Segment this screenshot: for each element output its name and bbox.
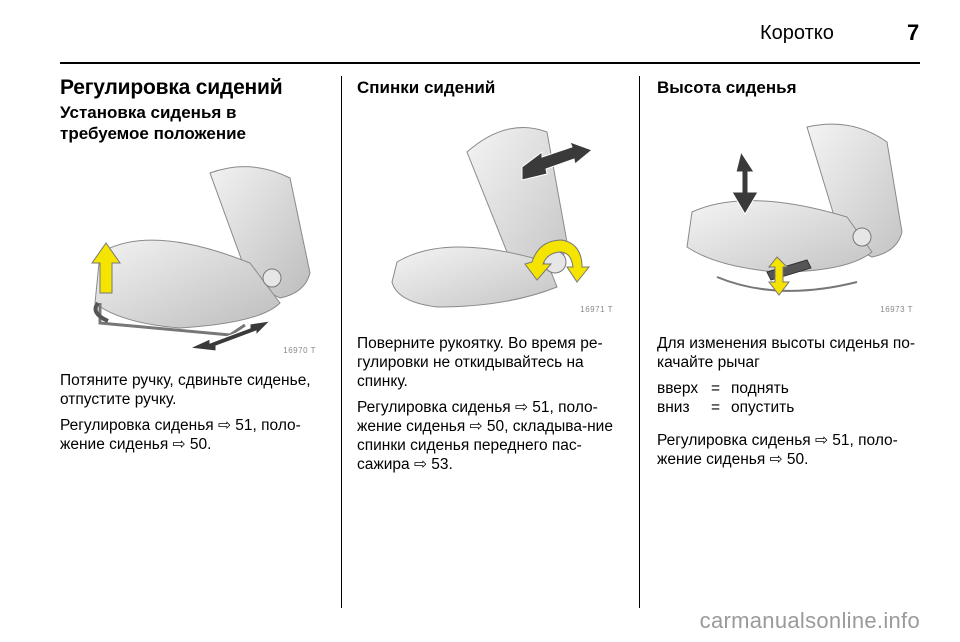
seat-height-figure: [657, 112, 919, 318]
column-seat-height: [657, 76, 927, 476]
page-ref-arrow-icon: ⇨: [217, 417, 231, 434]
column-divider: [341, 76, 342, 608]
section-subheading: Установка сиденья в требуемое положение: [60, 103, 247, 143]
backrest-figure: [357, 112, 619, 318]
seat-slide-illustration: [60, 153, 322, 359]
seat-slide-figure: [60, 153, 322, 359]
definition-row: вверх = поднять: [657, 380, 789, 397]
header-rule: [60, 62, 920, 64]
page-ref-arrow-icon: ⇨: [469, 418, 483, 435]
figure-id: 16973 T: [880, 305, 913, 314]
section-subheading: Высота сиденья: [657, 78, 797, 97]
reference-text: Регулировка сиденья ⇨ 51, поло-жение сиденья ⇨ 50.: [60, 417, 301, 453]
reference-text: Регулировка сиденья ⇨ 51, поло-жение сиденья ⇨ 50.: [657, 432, 898, 468]
page-number: 7: [907, 20, 920, 45]
watermark: carmanualsonline.info: [699, 608, 920, 633]
column-seat-backrest: [357, 76, 627, 481]
column-seat-adjustment: [60, 76, 330, 461]
instruction-text: Поверните рукоятку. Во время ре-гулировки не откидывайтесь на спинку.: [357, 335, 603, 390]
instruction-text: Для изменения высоты сиденья по-качайте рычаг: [657, 335, 916, 371]
figure-id: 16970 T: [283, 346, 316, 355]
backrest-illustration: [357, 112, 619, 318]
column-divider: [639, 76, 640, 608]
figure-id: 16971 T: [580, 305, 613, 314]
page-ref-arrow-icon: ⇨: [769, 451, 783, 468]
seat-height-illustration: [657, 112, 919, 318]
section-subheading: Спинки сидений: [357, 78, 496, 97]
page-ref-arrow-icon: ⇨: [814, 432, 828, 449]
definition-table: [657, 379, 794, 417]
section-heading: Регулировка сидений: [60, 76, 283, 99]
definition-row: вниз = опустить: [657, 399, 795, 416]
page-ref-arrow-icon: ⇨: [413, 456, 427, 473]
header-title: Коротко: [760, 22, 834, 44]
page-ref-arrow-icon: ⇨: [514, 399, 528, 416]
instruction-text: Потяните ручку, сдвиньте сиденье, отпустите ручку.: [60, 372, 311, 408]
page-ref-arrow-icon: ⇨: [172, 436, 186, 453]
reference-text: Регулировка сиденья ⇨ 51, поло-жение сиденья ⇨ 50, складыва-ние спинки сиденья переднего пас-сажира ⇨ 53.: [357, 399, 613, 473]
